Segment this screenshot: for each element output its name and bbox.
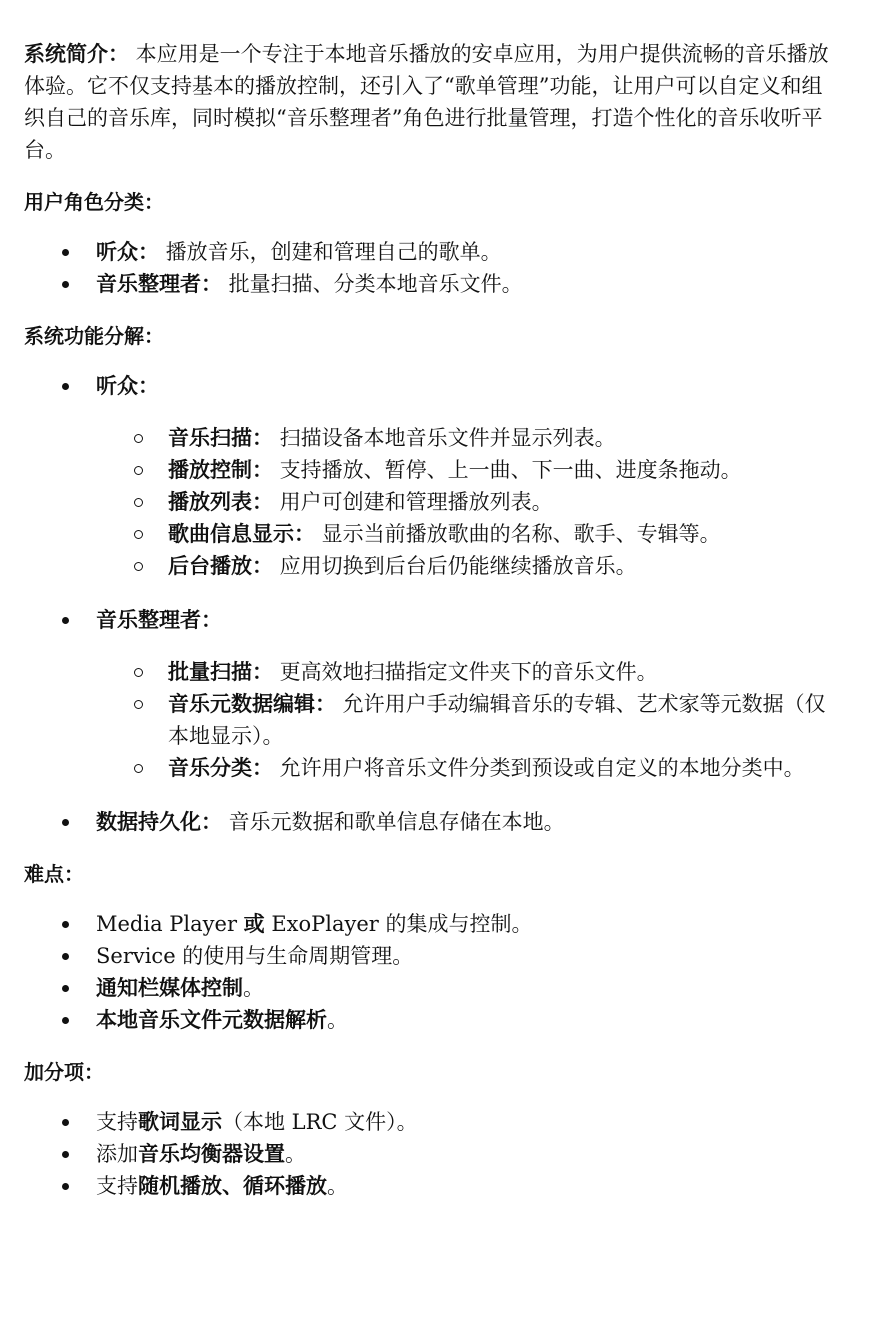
list-item-role-listener (58, 236, 837, 268)
difficulties-list (24, 908, 837, 1036)
difficulty-emphasis: 本地音乐文件元数据解析 (96, 1007, 327, 1032)
features-list (24, 370, 837, 838)
list-item-playback-control (132, 454, 837, 486)
feature-text: 支持播放、暂停、上一曲、下一曲、进度条拖动。 (273, 458, 742, 482)
list-item-bonus (58, 1106, 837, 1138)
feature-label: 数据持久化： (96, 809, 222, 834)
roles-list (24, 236, 837, 300)
list-item-music-category (132, 752, 837, 784)
feature-label: 后台播放： (168, 553, 273, 578)
list-item-background-play (132, 550, 837, 582)
list-item-difficulty (58, 1004, 837, 1036)
feature-label: 批量扫描： (168, 659, 273, 684)
difficulty-emphasis: 或 (243, 911, 265, 936)
list-item-difficulty (58, 940, 837, 972)
list-item-music-scan (132, 422, 837, 454)
feature-label: 音乐元数据编辑： (168, 691, 336, 716)
bonus-emphasis: 随机播放、循环播放 (138, 1173, 327, 1198)
intro-label: 系统简介： (24, 41, 129, 66)
difficulties-heading: 难点： (24, 862, 84, 886)
feature-label: 音乐分类： (168, 755, 273, 780)
bonus-emphasis: 音乐均衡器设置 (138, 1141, 285, 1166)
organizer-feature-list (96, 656, 837, 784)
list-item-bonus (58, 1138, 837, 1170)
difficulty-text: 。 (327, 1008, 348, 1032)
role-label: 听众： (96, 239, 159, 264)
difficulty-text: Media Player (96, 912, 244, 936)
feature-label: 歌曲信息显示： (168, 521, 315, 546)
feature-text: 显示当前播放歌曲的名称、歌手、专辑等。 (315, 522, 721, 546)
feature-text: 用户可创建和管理播放列表。 (273, 490, 553, 514)
list-item-song-info (132, 518, 837, 550)
features-heading: 系统功能分解： (24, 324, 164, 348)
bonus-heading: 加分项： (24, 1060, 104, 1084)
role-text: 播放音乐，创建和管理自己的歌单。 (159, 240, 502, 264)
role-label: 音乐整理者： (96, 271, 222, 296)
roles-heading: 用户角色分类： (24, 190, 164, 214)
bonus-list (24, 1106, 837, 1202)
feature-group-label: 音乐整理者： (96, 607, 222, 632)
intro-paragraph (24, 38, 837, 166)
list-item-feature-listener (58, 370, 837, 582)
bonus-text: 支持 (96, 1174, 138, 1198)
feature-label: 播放列表： (168, 489, 273, 514)
list-item-data-persistence (58, 806, 837, 838)
feature-text: 音乐元数据和歌单信息存储在本地。 (222, 810, 565, 834)
list-item-feature-organizer (58, 604, 837, 784)
feature-group-label: 听众： (96, 373, 159, 398)
bonus-emphasis: 歌词显示 (138, 1109, 222, 1134)
difficulty-text: 。 (243, 976, 264, 1000)
list-item-playlist (132, 486, 837, 518)
intro-text: 本应用是一个专注于本地音乐播放的安卓应用，为用户提供流畅的音乐播放体验。它不仅支持基本的播放控制，还引入了“歌单管理”功能，让用户可以自定义和组织自己的音乐库，同时模拟“音乐整理者”角色进行批量管理，打造个性化的音乐收听平台。 (24, 42, 829, 162)
role-text: 批量扫描、分类本地音乐文件。 (222, 272, 523, 296)
list-item-metadata-edit (132, 688, 837, 752)
feature-text: 扫描设备本地音乐文件并显示列表。 (273, 426, 616, 450)
bonus-text: 支持 (96, 1110, 138, 1134)
bonus-text: 添加 (96, 1142, 138, 1166)
feature-label: 播放控制： (168, 457, 273, 482)
difficulty-emphasis: 通知栏媒体控制 (96, 975, 243, 1000)
bonus-text: 。 (285, 1142, 306, 1166)
list-item-batch-scan (132, 656, 837, 688)
list-item-difficulty (58, 972, 837, 1004)
difficulty-text: ExoPlayer 的集成与控制。 (264, 912, 533, 936)
feature-text: 应用切换到后台后仍能继续播放音乐。 (273, 554, 637, 578)
list-item-bonus (58, 1170, 837, 1202)
bonus-text: 。 (327, 1174, 348, 1198)
list-item-role-organizer (58, 268, 837, 300)
feature-text: 更高效地扫描指定文件夹下的音乐文件。 (273, 660, 658, 684)
feature-text: 允许用户手动编辑音乐的专辑、艺术家等元数据（仅本地显示）。 (168, 692, 826, 748)
difficulty-text: Service 的使用与生命周期管理。 (96, 944, 414, 968)
feature-label: 音乐扫描： (168, 425, 273, 450)
feature-text: 允许用户将音乐文件分类到预设或自定义的本地分类中。 (273, 756, 805, 780)
bonus-text: （本地 LRC 文件）。 (222, 1110, 418, 1134)
list-item-difficulty (58, 908, 837, 940)
listener-feature-list (96, 422, 837, 582)
